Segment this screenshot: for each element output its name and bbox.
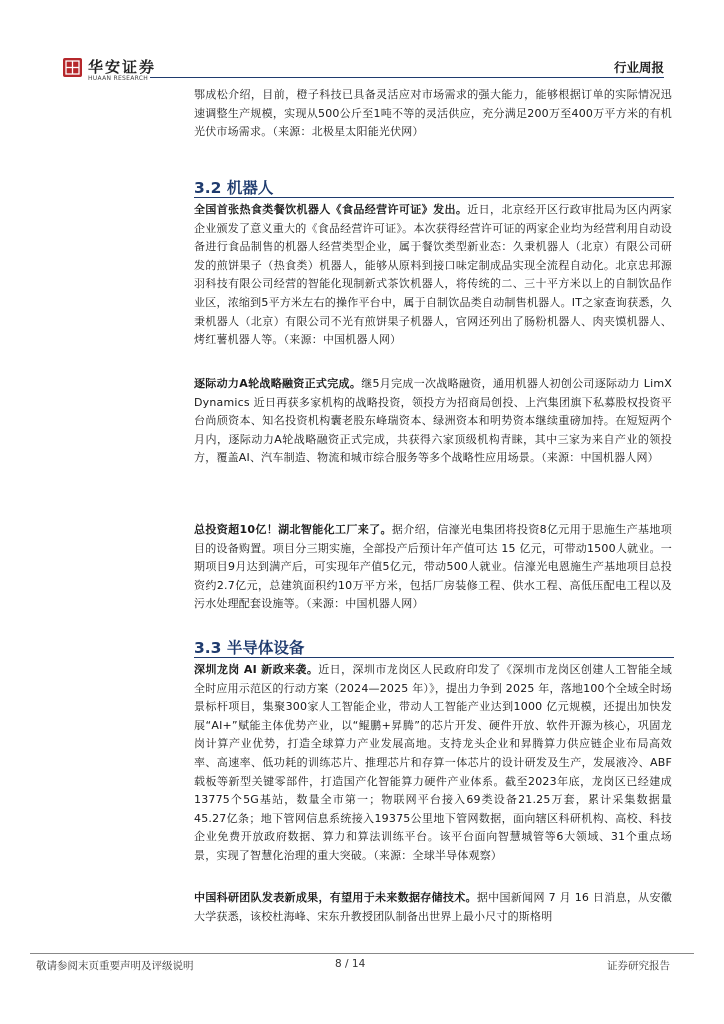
news-paragraph — [194, 201, 672, 350]
news-body: 据介绍，信濠光电集团将投资8亿元用于思施生产基地项目的设备购置。项目分三期实施，全部投产后预计年产值可达 15 亿元，可带动1500人就业。一期项目9月达到满产后，可实现年产值5亿元，带动500人就业。信濠光电恩施生产基地项目总投资约2.7亿元，总建筑面积约10万平方米，包括厂房装修工程、供水工程、高低压配电工程以及污水处理配套设施等。（来源：中国机器人网） — [194, 523, 672, 611]
section-3-2-body-2 — [194, 375, 672, 468]
brand-english: HUAAN RESEARCH — [88, 75, 149, 82]
news-paragraph — [194, 521, 672, 614]
news-headline: 中国科研团队发表新成果，有望用于未来数据存储技术。 — [194, 891, 477, 904]
huaan-logo-icon — [63, 58, 82, 77]
footer-disclaimer: 敬请参阅末页重要声明及评级说明 — [36, 960, 194, 972]
news-body: 继5月完成一次战略融资，通用机器人初创公司逐际动力 LimX Dynamics 近日再获多家机构的战略投资，领投方为招商局创投、上汽集团旗下私募股权投资平台尚颀资本、知名投资机构囊老股东峰瑞资本、绿洲资本和明势资本继续重磅加持。在短短两个月内，逐际动力A轮战略融资正式完成，共获得六家顶级机构青睐，其中三家为来自产业的领投方，覆盖AI、汽车制造、物流和城市综合服务等多个战略性应用场景。（来源：中国机器人网） — [194, 377, 672, 465]
footer-report-label: 证券研究报告 — [607, 960, 670, 972]
intro-block — [194, 86, 672, 142]
section-3-3-body — [194, 661, 672, 866]
page-number: 8 / 14 — [335, 958, 366, 970]
report-type: 行业周报 — [613, 60, 664, 75]
section-3-3-body-2 — [194, 889, 672, 926]
section-divider — [194, 657, 674, 658]
news-body: 近日，深圳市龙岗区人民政府印发了《深圳市龙岗区创建人工智能全域全时应用示范区的行动方案（2024—2025 年）》，提出力争到 2025 年，落地100个全域全时场景标杆项目，集聚300家人工智能企业，带动人工智能产业达到1000 亿元规模，还提出加快发展“AI+”赋能主体优势产业，以“鲲鹏+昇腾”的芯片开发、硬件开放、软件开源为核心，巩固龙岗计算产业优势，打造全球算力产业发展高地。支持龙头企业和昇腾算力供应链企业布局高效率、高速率、低功耗的训练芯片、推理芯片和存算一体芯片的设计研发及生产，发展液冷、ABF载板等新型关键零部件，打造国产化智能算力硬件产业体系。截至2023年底，龙岗区已经建成13775个5G基站，数量全市第一；物联网平台接入69类设备21.25万套，累计采集数据量45.27亿条；地下管网信息系统接入19375公里地下管网数据，面向辖区科研机构、高校、科技企业免费开放政府数据、算力和算法训练平台。该平台面向智慧城管等6大领域、31个重点场景，实现了智慧化治理的重大突破。（来源：全球半导体观察） — [194, 663, 672, 862]
section-3-2-body — [194, 201, 672, 350]
section-divider — [194, 197, 674, 198]
news-headline: 全国首张热食类餐饮机器人《食品经营许可证》发出。 — [194, 203, 468, 216]
page-header — [0, 0, 724, 80]
section-title-robots: 3.2 机器人 — [194, 179, 274, 197]
news-headline: 逐际动力A轮战略融资正式完成。 — [194, 377, 362, 390]
news-headline: 总投资超10亿！湖北智能化工厂来了。 — [194, 523, 392, 536]
news-body: 近日，北京经开区行政审批局为区内两家企业颁发了意义重大的《食品经营许可证》。本次获得经营许可证的两家企业均为经营利用自动设备进行食品制售的机器人经营类型企业，属于餐饮类型新业态：久秉机器人（北京）有限公司研发的煎饼果子（热食类）机器人，能够从原料到接口味定制成品实现全流程自动化。北京忠邦源羽科技有限公司经营的智能化现制新式茶饮机器人，将传统的二、三十平方米以上的自制饮品作业区，浓缩到5平方米左右的操作平台中，属于自制饮品类自动制售机器人。IT之家查询获悉，久秉机器人（北京）有限公司不光有煎饼果子机器人，官网还列出了肠粉机器人、肉夹馍机器人、烤红薯机器人等。（来源：中国机器人网） — [194, 203, 672, 347]
section-title-semiconductor: 3.3 半导体设备 — [194, 639, 305, 657]
footer-divider — [30, 953, 694, 954]
news-paragraph — [194, 661, 672, 866]
news-paragraph — [194, 889, 672, 926]
brand-name: 华安证券 — [88, 58, 157, 76]
news-paragraph — [194, 375, 672, 468]
news-headline: 深圳龙岗 AI 新政来袭。 — [194, 663, 319, 676]
header-divider — [150, 77, 664, 78]
intro-paragraph: 鄂成松介绍，目前，橙子科技已具备灵活应对市场需求的强大能力，能够根据订单的实际情况迅速调整生产规模，实现从500公斤至1吨不等的灵活供应，充分满足200万至400万平方米的有机光伏市场需求。（来源：北极星太阳能光伏网） — [194, 88, 672, 139]
section-3-2-body-3 — [194, 521, 672, 614]
news-body: 据中国新闻网 7 月 16 日消息，从安徽大学获悉，该校杜海峰、宋东升教授团队制备出世界上最小尺寸的斯格明 — [194, 891, 673, 923]
